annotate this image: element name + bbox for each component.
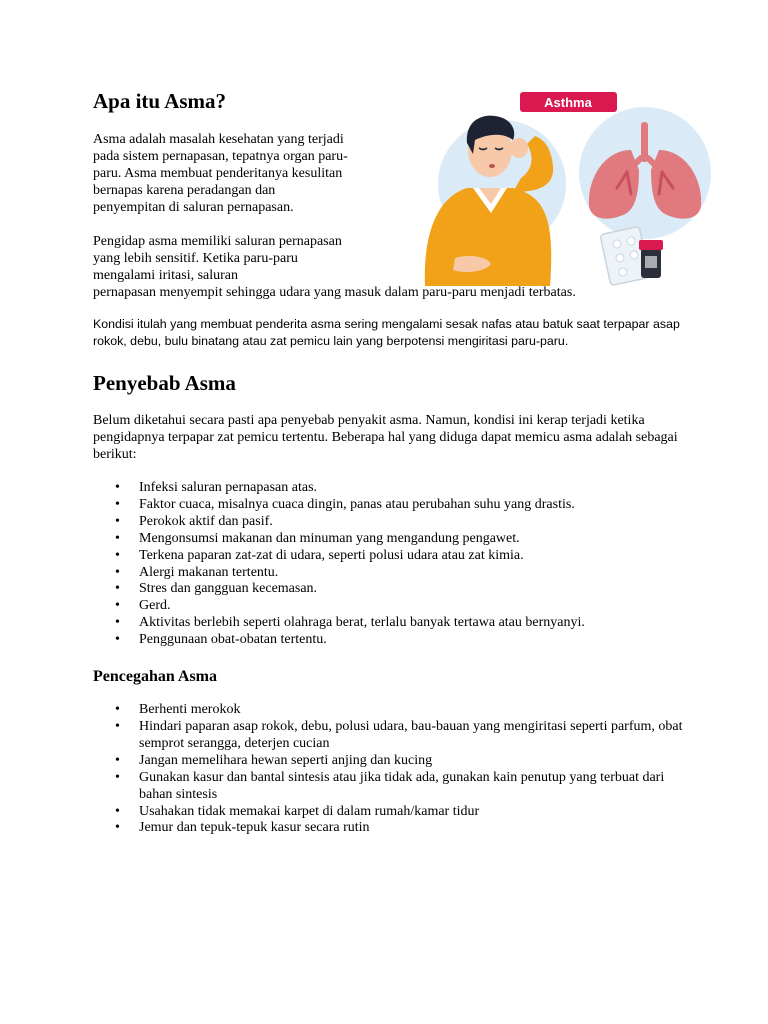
section-title-penyebab-asma: Penyebab Asma xyxy=(93,371,236,395)
list-item: • Hindari paparan asap rokok, debu, polusi udara, bau-bauan yang mengiritasi seperti parfum, obat semprot serangga, deterjen cucian xyxy=(93,719,693,753)
list-item: • Gerd. xyxy=(93,598,693,615)
list-item: • Jemur dan tepuk-tepuk kasur secara rutin xyxy=(93,820,693,837)
section-title-apa-itu-asma: Apa itu Asma? xyxy=(93,89,227,113)
paragraph-causes-intro: Belum diketahui secara pasti apa penyebab penyakit asma. Namun, kondisi ini kerap terjadi ketika pengidapnya terpapar zat pemicu tertentu. Beberapa hal yang diduga dapat memicu asma adalah sebagai berikut: xyxy=(93,413,678,462)
list-item: • Perokok aktif dan pasif. xyxy=(93,514,693,531)
list-item: • Jangan memelihara hewan seperti anjing dan kucing xyxy=(93,753,693,770)
section-title-pencegahan-asma: Pencegahan Asma xyxy=(93,668,217,686)
document-page xyxy=(93,88,693,837)
paragraph-symptoms: Kondisi itulah yang membuat penderita asma sering mengalami sesak nafas atau batuk saat terpapar asap rokok, debu, bulu binatang atau zat pemicu lain yang berpotensi mengiritasi paru-paru. xyxy=(93,317,680,348)
list-item: • Penggunaan obat-obatan tertentu. xyxy=(93,632,693,649)
list-item: • Terkena paparan zat-zat di udara, seperti polusi udara atau zat kimia. xyxy=(93,548,693,565)
list-item: • Usahakan tidak memakai karpet di dalam rumah/kamar tidur xyxy=(93,804,693,821)
list-item: • Infeksi saluran pernapasan atas. xyxy=(93,480,693,497)
list-item: • Faktor cuaca, misalnya cuaca dingin, panas atau perubahan suhu yang drastis. xyxy=(93,497,693,514)
paragraph-sensitivity: Pengidap asma memiliki saluran pernapasan yang lebih sensitif. Ketika paru-paru mengalami iritasi, saluran xyxy=(93,234,342,283)
list-item: • Aktivitas berlebih seperti olahraga berat, terlalu banyak tertawa atau bernyanyi. xyxy=(93,615,693,632)
paragraph-definition: Asma adalah masalah kesehatan yang terjadi pada sistem pernapasan, tepatnya organ paru-paru. Asma membuat penderitanya kesulitan bernapas karena peradangan dan penyempitan di saluran pernapasan. xyxy=(93,132,348,215)
paragraph-sensitivity-continued: pernapasan menyempit sehingga udara yang masuk dalam paru-paru menjadi terbatas. xyxy=(93,285,576,300)
list-item: • Gunakan kasur dan bantal sintesis atau jika tidak ada, gunakan kain penutup yang terbuat dari bahan sintesis xyxy=(93,770,693,804)
list-item: • Alergi makanan tertentu. xyxy=(93,565,693,582)
list-item: • Mengonsumsi makanan dan minuman yang mengandung pengawet. xyxy=(93,531,693,548)
list-item: • Stres dan gangguan kecemasan. xyxy=(93,581,693,598)
list-item: • Berhenti merokok xyxy=(93,702,693,719)
causes-list xyxy=(93,480,693,649)
prevention-list xyxy=(93,702,693,837)
asthma-badge-label: Asthma xyxy=(544,95,592,110)
